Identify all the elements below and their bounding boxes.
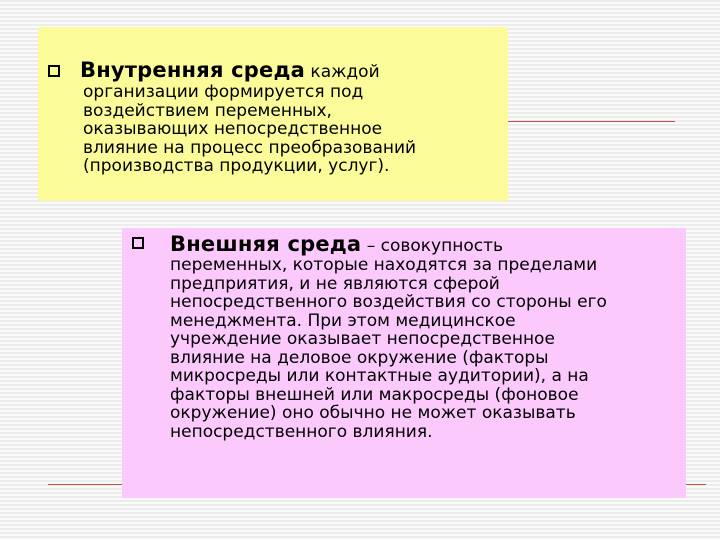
external-environment-text: переменных, которые находятся за пределами предприятия, и не являются сферой непосредственного воздействия со стороны его менеджмента. При этом медицинское учреждение оказывает непосредственное влияние на деловое окружение (факторы микросреды или контактные аудитории), а на факторы внешней или макросреды (фоновое окружение) оно обычно не может оказывать непосредственного влияния.	[170, 255, 607, 442]
external-environment-block	[122, 228, 686, 498]
internal-environment-text: организации формируется под воздействием переменных, оказывающих непосредственное влияние на процесс преобразований (производства продукции, услуг).	[83, 82, 417, 176]
decorative-rule	[505, 121, 675, 122]
external-environment-term: Внешняя среда	[170, 232, 362, 256]
decorative-rule	[686, 484, 706, 485]
internal-environment-heading	[80, 58, 380, 82]
external-environment-heading-rest: – совокупность	[361, 236, 504, 256]
square-bullet-icon	[132, 237, 144, 249]
external-environment-heading	[170, 232, 503, 256]
internal-environment-block	[38, 27, 508, 201]
square-bullet-icon	[48, 65, 60, 77]
internal-environment-heading-rest: каждой	[305, 62, 380, 82]
decorative-rule	[48, 484, 126, 485]
internal-environment-term: Внутренняя среда	[80, 58, 306, 82]
